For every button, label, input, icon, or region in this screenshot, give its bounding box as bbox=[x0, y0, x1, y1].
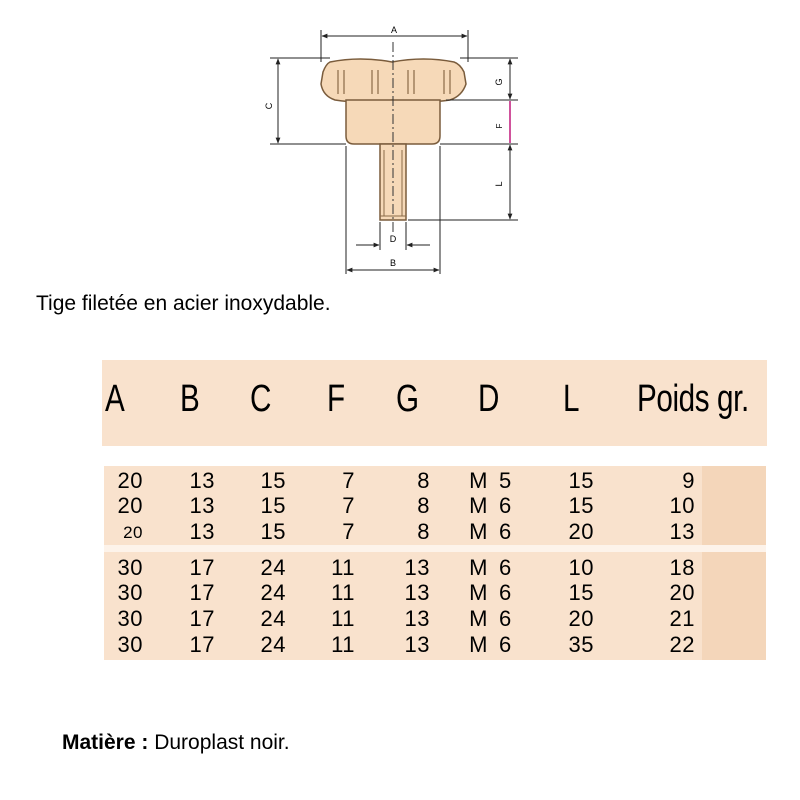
table-cell: 17 bbox=[189, 606, 215, 631]
stem-caption: Tige filetée en acier inoxydable. bbox=[36, 292, 331, 315]
table-cell: 9 bbox=[682, 468, 695, 493]
table-cell: 13 bbox=[404, 555, 430, 580]
table-cell: 6 bbox=[499, 632, 512, 657]
table-body-band-right bbox=[702, 466, 766, 660]
table-cell: 35 bbox=[568, 632, 594, 657]
table-cell: 13 bbox=[404, 580, 430, 605]
table-cell: 20 bbox=[117, 493, 143, 518]
table-cell: 20 bbox=[117, 468, 143, 493]
table-cell: 20 bbox=[568, 519, 594, 544]
table-cell: 5 bbox=[499, 468, 512, 493]
table-cell: M bbox=[469, 519, 488, 544]
table-cell: 20 bbox=[669, 580, 695, 605]
material-line bbox=[62, 731, 290, 755]
table-cell: 24 bbox=[260, 606, 286, 631]
table-cell: 17 bbox=[189, 555, 215, 580]
header-b: B bbox=[180, 378, 200, 420]
table-cell: M bbox=[469, 468, 488, 493]
table-cell: 11 bbox=[331, 632, 355, 657]
table-cell: 15 bbox=[568, 493, 594, 518]
table-cell: 13 bbox=[404, 632, 430, 657]
table-cell: 10 bbox=[669, 493, 695, 518]
table-group-gap bbox=[104, 545, 766, 552]
table-cell: 6 bbox=[499, 493, 512, 518]
header-poids: Poids gr. bbox=[637, 378, 749, 420]
header-c: C bbox=[250, 378, 272, 420]
table-cell: 15 bbox=[260, 519, 286, 544]
table-cell: 24 bbox=[260, 555, 286, 580]
table-cell: 30 bbox=[117, 632, 143, 657]
table-cell: 15 bbox=[568, 580, 594, 605]
dimension-b-label: B bbox=[389, 258, 397, 268]
table-cell: 10 bbox=[568, 555, 594, 580]
table-cell: M bbox=[469, 632, 488, 657]
dimension-c-label: C bbox=[264, 102, 274, 110]
table-cell: 15 bbox=[260, 493, 286, 518]
header-l: L bbox=[563, 378, 580, 420]
table-cell: 30 bbox=[117, 555, 143, 580]
dimension-g-label: G bbox=[494, 78, 504, 86]
knob-technical-drawing bbox=[0, 0, 800, 290]
table-cell: 6 bbox=[499, 580, 512, 605]
table-cell: 11 bbox=[331, 606, 355, 631]
table-cell: M bbox=[469, 580, 488, 605]
dimension-l-label: L bbox=[494, 181, 504, 187]
table-cell: 22 bbox=[669, 632, 695, 657]
table-cell: 24 bbox=[260, 580, 286, 605]
table-cell: 15 bbox=[568, 468, 594, 493]
table-cell: 18 bbox=[669, 555, 695, 580]
table-cell: 8 bbox=[417, 468, 430, 493]
table-cell: 17 bbox=[189, 632, 215, 657]
header-g: G bbox=[396, 378, 419, 420]
table-cell: 13 bbox=[189, 493, 215, 518]
header-a: A bbox=[105, 378, 125, 420]
dimension-a-label: A bbox=[390, 25, 398, 35]
table-cell: 20 bbox=[568, 606, 594, 631]
table-cell: 11 bbox=[331, 580, 355, 605]
header-d: D bbox=[478, 378, 500, 420]
table-cell: 30 bbox=[117, 580, 143, 605]
table-cell: 13 bbox=[189, 519, 215, 544]
table-cell: 24 bbox=[260, 632, 286, 657]
table-cell: 21 bbox=[669, 606, 695, 631]
table-cell: 7 bbox=[342, 468, 355, 493]
table-cell: 6 bbox=[499, 519, 512, 544]
table-cell: 17 bbox=[189, 580, 215, 605]
material-label: Matière : bbox=[62, 731, 149, 754]
table-cell: M bbox=[469, 555, 488, 580]
table-cell: 6 bbox=[499, 606, 512, 631]
table-cell: 13 bbox=[189, 468, 215, 493]
dimension-d-label: D bbox=[389, 234, 397, 244]
table-cell: 11 bbox=[331, 555, 355, 580]
table-cell: 8 bbox=[417, 493, 430, 518]
table-cell: 7 bbox=[342, 519, 355, 544]
table-cell: 15 bbox=[260, 468, 286, 493]
dimension-f bbox=[440, 101, 518, 144]
table-cell: 13 bbox=[404, 606, 430, 631]
material-value: Duroplast noir. bbox=[154, 731, 290, 754]
table-cell: 8 bbox=[417, 519, 430, 544]
header-f: F bbox=[327, 378, 345, 420]
table-cell: 7 bbox=[342, 493, 355, 518]
dimension-f-label: F bbox=[495, 123, 504, 129]
table-cell: 13 bbox=[669, 519, 695, 544]
table-cell: M bbox=[469, 493, 488, 518]
table-cell: 20 bbox=[123, 523, 143, 542]
table-cell: 30 bbox=[117, 606, 143, 631]
table-cell: M bbox=[469, 606, 488, 631]
table-cell: 6 bbox=[499, 555, 512, 580]
